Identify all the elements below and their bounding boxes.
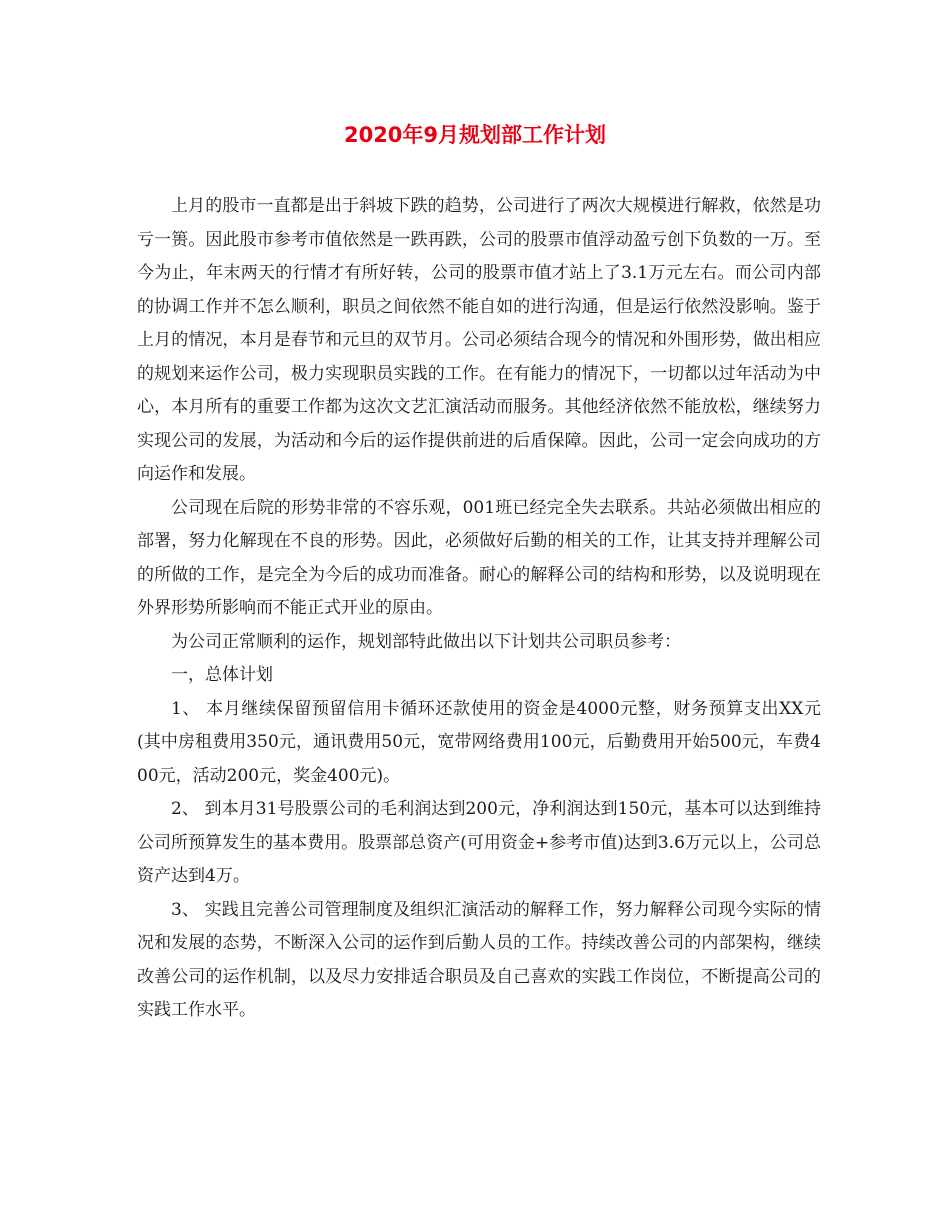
- document-title: 2020年9月规划部工作计划: [343, 123, 607, 147]
- plan-item-1: 1、 本月继续保留预留信用卡循环还款使用的资金是4000元整，财务预算支出XX元(其中房租费用350元，通讯费用50元，宽带网络费用100元，后勤费用开始500元，车费400元，活动200元，奖金400元)。: [137, 698, 821, 786]
- section-heading-overall-plan: 一，总体计划: [171, 665, 273, 685]
- paragraph-market-review: 上月的股市一直都是出于斜坡下跌的趋势，公司进行了两次大规模进行解救，依然是功亏一篑。因此股市参考市值依然是一跌再跌，公司的股票市值浮动盈亏创下负数的一万。至今为止，年末两天的行情才有所好转，公司的股票市值才站上了3.1万元左右。而公司内部的协调工作并不怎么顺利，职员之间依然不能自如的进行沟通，但是运行依然没影响。鉴于上月的情况，本月是春节和元旦的双节月。公司必须结合现今的情况和外围形势，做出相应的规划来运作公司，极力实现职员实践的工作。在有能力的情况下，一切都以过年活动为中心，本月所有的重要工作都为这次文艺汇演活动而服务。其他经济依然不能放松，继续努力实现公司的发展，为活动和今后的运作提供前进的后盾保障。因此，公司一定会向成功的方向运作和发展。: [137, 196, 821, 484]
- paragraph-plan-intro: 为公司正常顺利的运作，规划部特此做出以下计划共公司职员参考：: [171, 631, 681, 652]
- paragraph-situation: 公司现在后院的形势非常的不容乐观，001班已经完全失去联系。共站必须做出相应的部署，努力化解现在不良的形势。因此，必须做好后勤的相关的工作，让其支持并理解公司的所做的工作，是完全为今后的成功而准备。耐心的解释公司的结构和形势，以及说明现在外界形势所影响而不能正式开业的原由。: [137, 497, 821, 618]
- plan-item-3: 3、 实践且完善公司管理制度及组织汇演活动的解释工作，努力解释公司现今实际的情况和发展的态势，不断深入公司的运作到后勤人员的工作。持续改善公司的内部架构，继续改善公司的运作机制，以及尽力安排适合职员及自己喜欢的实践工作岗位，不断提高公司的实践工作水平。: [137, 899, 821, 1020]
- plan-item-2: 2、 到本月31号股票公司的毛利润达到200元，净利润达到150元，基本可以达到维持公司所预算发生的基本费用。股票部总资产(可用资金+参考市值)达到3.6万元以上，公司总资产达到4万。: [137, 799, 821, 886]
- document-body: [137, 190, 821, 1028]
